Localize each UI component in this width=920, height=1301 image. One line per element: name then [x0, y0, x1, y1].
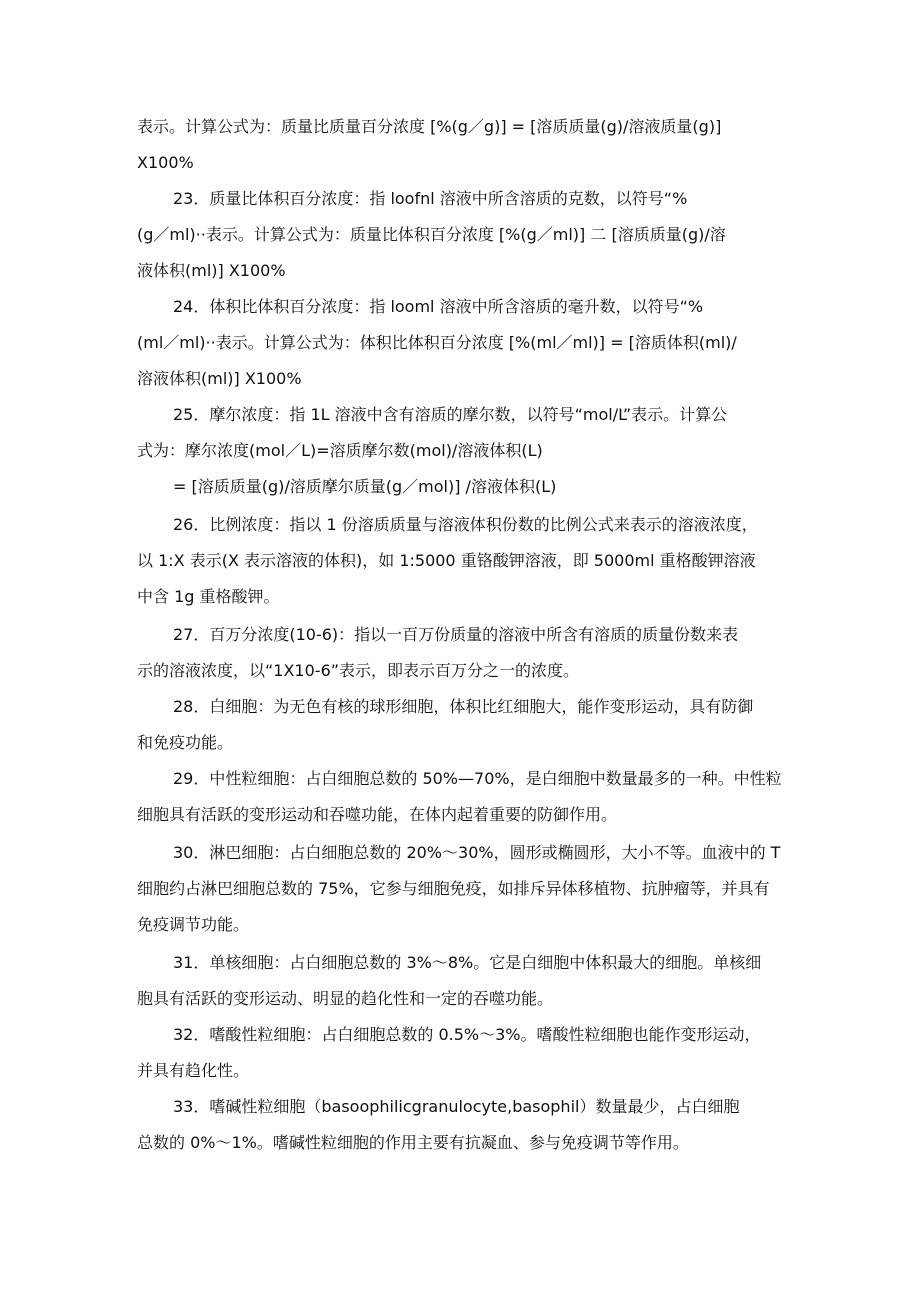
- paragraph-line: 细胞约占淋巴细胞总数的 75%，它参与细胞免疫，如排斥异体移植物、抗肿瘤等，并具有: [137, 879, 770, 898]
- paragraph-line: (g／ml)··表示。计算公式为：质量比体积百分浓度 [%(g／ml)] 二 [溶质质量(g)/溶: [137, 225, 726, 244]
- item-27-first-line: 27．百万分浓度(10-6)：指以一百万份质量的溶液中所含有溶质的质量份数来表: [173, 625, 739, 644]
- item-26-first-line: 26．比例浓度：指以 1 份溶质质量与溶液体积份数的比例公式来表示的溶液浓度，: [173, 515, 758, 534]
- item-25-first-line: 25．摩尔浓度：指 1L 溶液中含有溶质的摩尔数，以符号“mol/L”表示。计算公: [173, 405, 728, 424]
- item-number: 28: [173, 697, 194, 716]
- item-number: 29: [173, 769, 194, 788]
- item-24-first-line: 24．体积比体积百分浓度：指 looml 溶液中所含溶质的毫升数，以符号“%: [173, 297, 704, 316]
- paragraph-line: 表示。计算公式为：质量比质量百分浓度 [%(g／g)] = [溶质质量(g)/溶液质量(g)]: [137, 117, 722, 136]
- item-number: 24: [173, 297, 194, 316]
- item-number: 27: [173, 625, 194, 644]
- paragraph-line: 并具有趋化性。: [137, 1061, 250, 1080]
- item-number: 25: [173, 405, 194, 424]
- item-number: 30: [173, 843, 194, 862]
- paragraph-line: 式为：摩尔浓度(mol／L)=溶质摩尔数(mol)/溶液体积(L): [137, 441, 543, 460]
- item-number: 31: [173, 953, 194, 972]
- paragraph-line: = [溶质质量(g)/溶质摩尔质量(g／mol)] /溶液体积(L): [173, 477, 557, 496]
- paragraph-line: 胞具有活跃的变形运动、明显的趋化性和一定的吞噬功能。: [137, 989, 554, 1008]
- paragraph-line: 中含 1g 重格酸钾。: [137, 587, 280, 606]
- item-31-first-line: 31．单核细胞：占白细胞总数的 3%～8%。它是白细胞中体积最大的细胞。单核细: [173, 953, 762, 972]
- item-33-first-line: 33．嗜碱性粒细胞（basoophilicgranulocyte,basophil）数量最少，占白细胞: [173, 1097, 740, 1116]
- paragraph-line: (ml／ml)··表示。计算公式为：体积比体积百分浓度 [%(ml／ml)] = [溶质体积(ml)/: [137, 333, 737, 352]
- item-28-first-line: 28．白细胞：为无色有核的球形细胞，体积比红细胞大，能作变形运动，具有防御: [173, 697, 754, 716]
- item-number: 32: [173, 1025, 194, 1044]
- paragraph-line: 和免疫功能。: [137, 733, 234, 752]
- item-23-first-line: 23．质量比体积百分浓度：指 loofnl 溶液中所含溶质的克数，以符号“%: [173, 189, 688, 208]
- item-29-first-line: 29．中性粒细胞：占白细胞总数的 50%—70%，是白细胞中数量最多的一种。中性粒: [173, 769, 782, 788]
- item-32-first-line: 32．嗜酸性粒细胞：占白细胞总数的 0.5%～3%。嗜酸性粒细胞也能作变形运动，: [173, 1025, 761, 1044]
- paragraph-line: 免疫调节功能。: [137, 915, 250, 934]
- item-30-first-line: 30．淋巴细胞：占白细胞总数的 20%～30%，圆形或椭圆形，大小不等。血液中的 T: [173, 843, 781, 862]
- paragraph-line: 总数的 0%～1%。嗜碱性粒细胞的作用主要有抗凝血、参与免疫调节等作用。: [137, 1133, 689, 1152]
- paragraph-line: 细胞具有活跃的变形运动和吞噬功能，在体内起着重要的防御作用。: [137, 805, 618, 824]
- paragraph-line: 液体积(ml)] X100%: [137, 261, 286, 280]
- item-number: 26: [173, 515, 194, 534]
- paragraph-line: 以 1:X 表示(X 表示溶液的体积)，如 1:5000 重铬酸钾溶液，即 5000ml 重格酸钾溶液: [137, 551, 756, 570]
- paragraph-line: 溶液体积(ml)] X100%: [137, 369, 302, 388]
- paragraph-line: 示的溶液浓度，以“1X10-6”表示，即表示百万分之一的浓度。: [137, 661, 580, 680]
- item-number: 23: [173, 189, 194, 208]
- item-number: 33: [173, 1097, 194, 1116]
- paragraph-line: X100%: [137, 153, 194, 172]
